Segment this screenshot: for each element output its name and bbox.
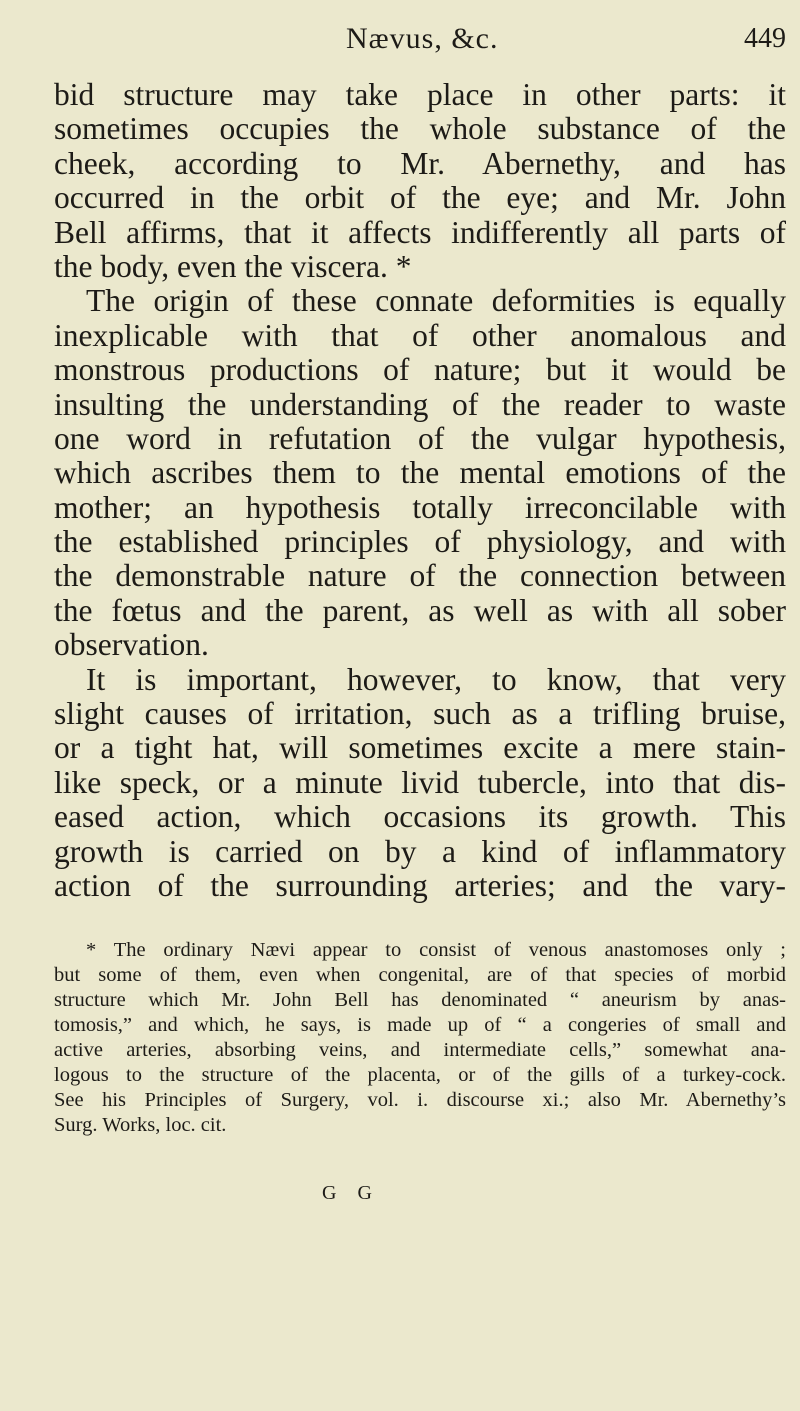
- footnote: [54, 938, 786, 1138]
- body-text: [54, 78, 786, 903]
- body-line: the demonstrable nature of the connection between: [54, 558, 786, 594]
- body-line: like speck, or a minute livid tubercle, into that dis-: [54, 764, 786, 800]
- footnote-line: structure which Mr. John Bell has denominated “ aneurism by anas-: [54, 989, 786, 1011]
- footnote-line: but some of them, even when congenital, are of that species of morbid: [54, 964, 786, 986]
- footnote-line: logous to the structure of the placenta, or of the gills of a turkey-cock.: [54, 1064, 786, 1086]
- body-line: Bell affirms, that it affects indifferently all parts of: [54, 214, 786, 250]
- body-line: inexplicable with that of other anomalous and: [54, 317, 786, 353]
- body-line: monstrous productions of nature; but it would be: [54, 352, 786, 388]
- footnote-line: tomosis,” and which, he says, is made up of “ a congeries of small and: [54, 1014, 786, 1036]
- body-line: the established principles of physiology, and with: [54, 524, 786, 560]
- body-line: The origin of these connate deformities is equally: [86, 283, 786, 319]
- body-line: action of the surrounding arteries; and the vary-: [54, 867, 786, 903]
- body-line: insulting the understanding of the reader to waste: [54, 386, 786, 422]
- signature-mark: G G: [322, 1182, 380, 1204]
- body-line: occurred in the orbit of the eye; and Mr. John: [54, 180, 786, 216]
- footnote-line: Surg. Works, loc. cit.: [54, 1114, 227, 1136]
- body-line: observation.: [54, 627, 209, 663]
- body-line: one word in refutation of the vulgar hypothesis,: [54, 420, 786, 456]
- page-number: 449: [744, 23, 786, 54]
- body-line: or a tight hat, will sometimes excite a mere stain-: [54, 730, 786, 766]
- body-line: the fœtus and the parent, as well as with all sober: [54, 592, 786, 628]
- running-title: Nævus, &c.: [346, 22, 499, 55]
- footnote-line: * The ordinary Nævi appear to consist of venous anastomoses only ;: [86, 939, 786, 961]
- body-line: which ascribes them to the mental emotions of the: [54, 455, 786, 491]
- footnote-line: active arteries, absorbing veins, and intermediate cells,” somewhat ana-: [54, 1039, 786, 1061]
- footnote-line: See his Principles of Surgery, vol. i. discourse xi.; also Mr. Abernethy’s: [54, 1089, 786, 1111]
- body-line: growth is carried on by a kind of inflammatory: [54, 833, 786, 869]
- body-line: eased action, which occasions its growth. This: [54, 799, 786, 835]
- body-line: sometimes occupies the whole substance of the: [54, 111, 786, 147]
- body-line: slight causes of irritation, such as a trifling bruise,: [54, 696, 786, 732]
- running-head: [346, 22, 786, 62]
- body-line: cheek, according to Mr. Abernethy, and has: [54, 145, 786, 181]
- body-line: mother; an hypothesis totally irreconcilable with: [54, 489, 786, 525]
- body-line: It is important, however, to know, that very: [86, 661, 786, 697]
- body-line: the body, even the viscera. *: [54, 248, 412, 284]
- body-line: bid structure may take place in other parts: it: [54, 77, 786, 112]
